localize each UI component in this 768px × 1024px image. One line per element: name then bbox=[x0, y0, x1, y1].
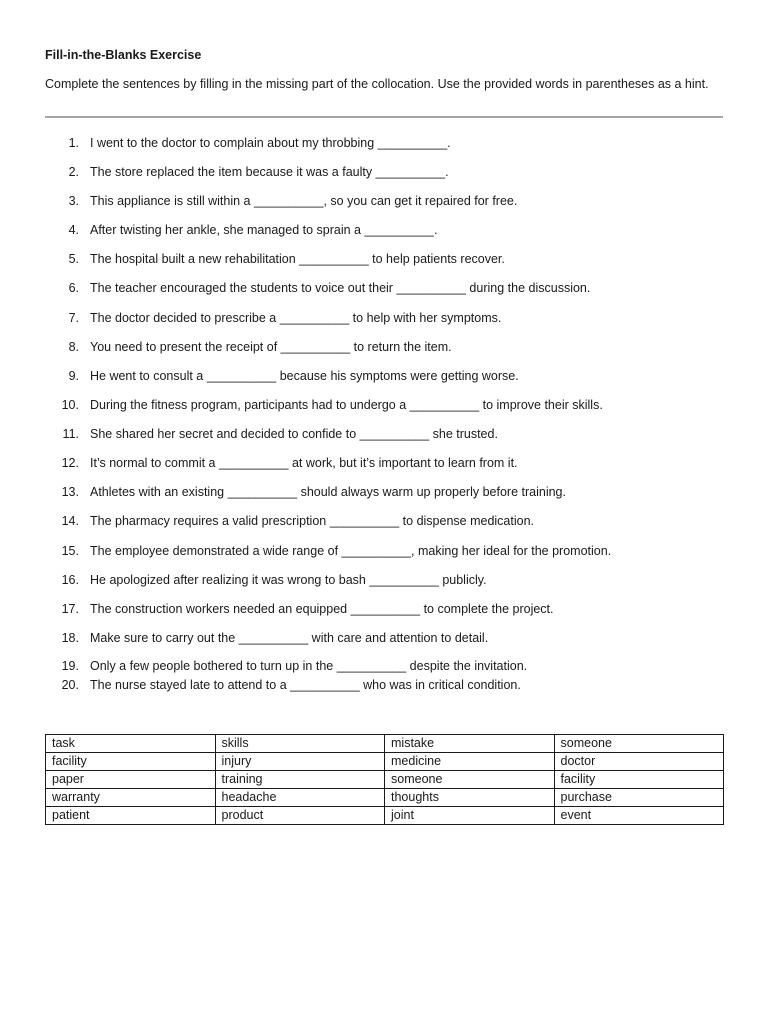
question-text: The store replaced the item because it was a faulty __________. bbox=[90, 165, 449, 179]
question-number: 12. bbox=[61, 456, 79, 470]
question-number: 9. bbox=[68, 369, 79, 383]
question-number: 11. bbox=[62, 427, 79, 441]
word-bank-row bbox=[46, 807, 724, 825]
question-number: 17. bbox=[61, 602, 79, 616]
word-bank-cell: purchase bbox=[554, 789, 724, 807]
word-bank-cell: someone bbox=[385, 771, 555, 789]
word-bank-row bbox=[46, 753, 724, 771]
question-text: The employee demonstrated a wide range of __________, making her ideal for the promotion. bbox=[90, 544, 612, 558]
question-number: 10. bbox=[61, 398, 79, 412]
question-number: 19. bbox=[61, 659, 79, 673]
word-bank-cell: doctor bbox=[554, 753, 724, 771]
divider bbox=[45, 116, 723, 118]
question-text: He apologized after realizing it was wrong to bash __________ publicly. bbox=[90, 573, 487, 587]
word-bank-cell: facility bbox=[554, 771, 724, 789]
question-number: 20. bbox=[61, 678, 79, 692]
word-bank-cell: warranty bbox=[46, 789, 216, 807]
question-text: I went to the doctor to complain about my throbbing __________. bbox=[90, 136, 451, 150]
question-number: 8. bbox=[68, 340, 79, 354]
question-text: The nurse stayed late to attend to a __________ who was in critical condition. bbox=[90, 678, 521, 692]
word-bank-row bbox=[46, 771, 724, 789]
question-text: You need to present the receipt of __________ to return the item. bbox=[90, 340, 452, 354]
word-bank-cell: injury bbox=[215, 753, 385, 771]
question-text: During the fitness program, participants had to undergo a __________ to improve their skills. bbox=[90, 398, 603, 412]
question-text: Only a few people bothered to turn up in the __________ despite the invitation. bbox=[90, 659, 528, 673]
word-bank-cell: product bbox=[215, 807, 385, 825]
question-text: The doctor decided to prescribe a __________ to help with her symptoms. bbox=[90, 311, 502, 325]
page-title: Fill-in-the-Blanks Exercise bbox=[45, 48, 202, 62]
question-text: The hospital built a new rehabilitation __________ to help patients recover. bbox=[90, 252, 505, 266]
question-text: Athletes with an existing __________ should always warm up properly before training. bbox=[90, 485, 566, 499]
question-number: 4. bbox=[68, 223, 79, 237]
question-text: The pharmacy requires a valid prescription __________ to dispense medication. bbox=[90, 514, 535, 528]
question-number: 2. bbox=[68, 165, 79, 179]
word-bank-cell: event bbox=[554, 807, 724, 825]
word-bank-table bbox=[45, 734, 724, 825]
question-number: 6. bbox=[68, 281, 79, 295]
word-bank-cell: patient bbox=[46, 807, 216, 825]
word-bank-row bbox=[46, 735, 724, 753]
word-bank-cell: someone bbox=[554, 735, 724, 753]
word-bank-cell: training bbox=[215, 771, 385, 789]
question-number: 13. bbox=[61, 485, 79, 499]
question-number: 15. bbox=[61, 544, 79, 558]
word-bank-cell: thoughts bbox=[385, 789, 555, 807]
question-text: It’s normal to commit a __________ at work, but it’s important to learn from it. bbox=[90, 456, 518, 470]
question-number: 3. bbox=[68, 194, 79, 208]
question-number: 18. bbox=[61, 631, 79, 645]
question-text: This appliance is still within a __________, so you can get it repaired for free. bbox=[90, 194, 518, 208]
question-number: 1. bbox=[68, 136, 79, 150]
question-text: After twisting her ankle, she managed to sprain a __________. bbox=[90, 223, 438, 237]
word-bank-cell: headache bbox=[215, 789, 385, 807]
word-bank-cell: task bbox=[46, 735, 216, 753]
word-bank-cell: joint bbox=[385, 807, 555, 825]
question-number: 16. bbox=[61, 573, 79, 587]
word-bank-row bbox=[46, 789, 724, 807]
word-bank-cell: paper bbox=[46, 771, 216, 789]
question-text: The construction workers needed an equipped __________ to complete the project. bbox=[90, 602, 554, 616]
word-bank-cell: facility bbox=[46, 753, 216, 771]
word-bank-cell: skills bbox=[215, 735, 385, 753]
word-bank-cell: medicine bbox=[385, 753, 555, 771]
instructions-text: Complete the sentences by filling in the missing part of the collocation. Use the provided words in parentheses as a hint. bbox=[45, 77, 709, 91]
question-text: He went to consult a __________ because his symptoms were getting worse. bbox=[90, 369, 519, 383]
question-text: The teacher encouraged the students to voice out their __________ during the discussion. bbox=[90, 281, 591, 295]
question-text: Make sure to carry out the __________ with care and attention to detail. bbox=[90, 631, 489, 645]
question-text: She shared her secret and decided to confide to __________ she trusted. bbox=[90, 427, 498, 441]
word-bank-cell: mistake bbox=[385, 735, 555, 753]
question-number: 14. bbox=[61, 514, 79, 528]
question-number: 7. bbox=[68, 311, 79, 325]
question-number: 5. bbox=[68, 252, 79, 266]
